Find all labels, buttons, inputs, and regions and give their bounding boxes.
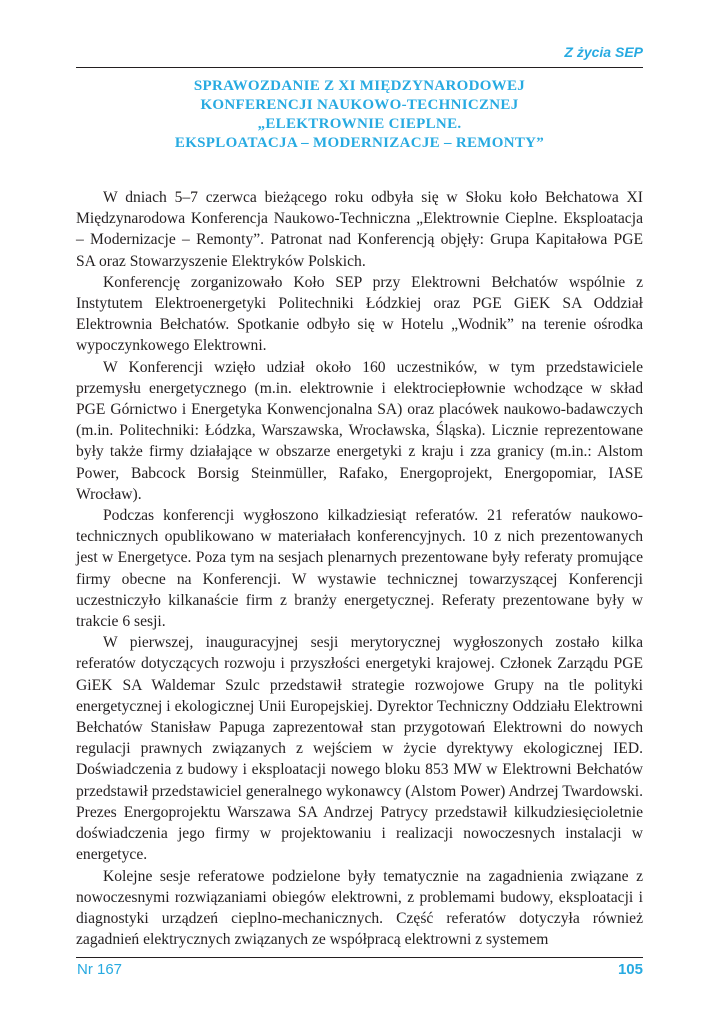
footer-rule — [76, 957, 643, 958]
paragraph: Konferencję zorganizowało Koło SEP przy Elektrowni Bełchatów wspólnie z Instytutem Elektroenergetyki Politechniki Łódzkiej oraz PGE GiEK SA Oddział Elektrownia Bełchatów. Spotkanie odbyło się w Hotelu „Wodnik” na terenie ośrodka wypoczynkowego Elektrowni. — [76, 273, 643, 355]
paragraph: W pierwszej, inauguracyjnej sesji merytorycznej wygłoszonych zostało kilka referatów dotyczących rozwoju i przyszłości energetyki krajowej. Członek Zarządu PGE GiEK SA Waldemar Szulc przedstawił strategie rozwojowe Grupy na tle polityki energetycznej i ekologicznej Unii Europejskiej. Dyrektor Techniczny Oddziału Elektrowni Bełchatów Stanisław Papuga zaprezentował stan przygotowań Elektrowni do nowych regulacji prawnych związanych z wejściem w życie dyrektywy ekologicznej IED. Doświadczenia z budowy i eksploatacji nowego bloku 853 MW w Elektrowni Bełchatów przedstawił przedstawiciel generalnego wykonawcy (Alstom Power) Andrzej Twardowski. Prezes Energoprojektu Warszawa SA Andrzej Patrycy przedstawił kilkudziesięcioletnie doświadczenia jego firmy w projektowaniu i realizacji nowoczesnych instalacji w energetyce. — [76, 634, 643, 864]
title-line: SPRAWOZDANIE Z XI MIĘDZYNARODOWEJ — [193, 78, 526, 94]
issue-number: Nr 167 — [77, 961, 123, 978]
paragraph: Kolejne sesje referatowe podzielone były tematycznie na zagadnienia związane z nowoczesnymi rozwiązaniami obiegów elektrowni, z problemami budowy, eksploatacji i diagnostyki urządzeń cieplno-mechanicznych. Część referatów dotyczyła również zagadnień elektrycznych związanych ze współpracą elektrowni z systemem — [76, 867, 643, 949]
paragraph: W dniach 5–7 czerwca bieżącego roku odbyła się w Słoku koło Bełchatowa XI Międzynarodowa Konferencja Naukowo-Techniczna „Elektrownie Cieplne. Eksploatacja – Modernizacje – Remonty”. Patronat nad Konferencją objęły: Grupa Kapitałowa PGE SA oraz Stowarzyszenie Elektryków Polskich. — [76, 189, 643, 270]
article-body — [76, 187, 643, 950]
title-line: EKSPLOATACJA – MODERNIZACJE – REMONTY” — [174, 135, 545, 151]
title-line: KONFERENCJI NAUKOWO-TECHNICZNEJ — [200, 97, 519, 113]
paragraph: Podczas konferencji wygłoszono kilkadziesiąt referatów. 21 referatów naukowo-technicznych opublikowano w materiałach konferencyjnych. 10 z nich prezentowanych jest w Energetyce. Poza tym na sesjach plenarnych prezentowane były referaty promujące firmy obecne na Konferencji. W wystawie technicznej towarzyszącej Konferencji uczestniczyło kilkanaście firm z branży energetycznej. Referaty prezentowane były w trakcie 6 sesji. — [76, 507, 643, 631]
title-line: „ELEKTROWNIE CIEPLNE. — [257, 116, 462, 132]
header-rule — [76, 67, 643, 68]
article-title — [76, 77, 643, 153]
page-number: 105 — [617, 961, 643, 978]
paragraph: W Konferencji wzięło udział około 160 uczestników, w tym przedstawiciele przemysłu energetycznego (m.in. elektrownie i elektrociepłownie wchodzące w skład PGE Górnictwo i Energetyka Konwencjonalna SA) oraz placówek naukowo-badawczych (m.in. Politechniki: Łódzka, Warszawska, Wrocławska, Śląska). Licznie reprezentowane były także firmy działające w obszarze energetyki z kraju i zza granicy (m.in.: Alstom Power, Babcock Borsig Steinmüller, Rafako, Energoprojekt, Energopomiar, IASE Wrocław). — [76, 358, 643, 503]
section-label: Z życia SEP — [564, 44, 643, 60]
